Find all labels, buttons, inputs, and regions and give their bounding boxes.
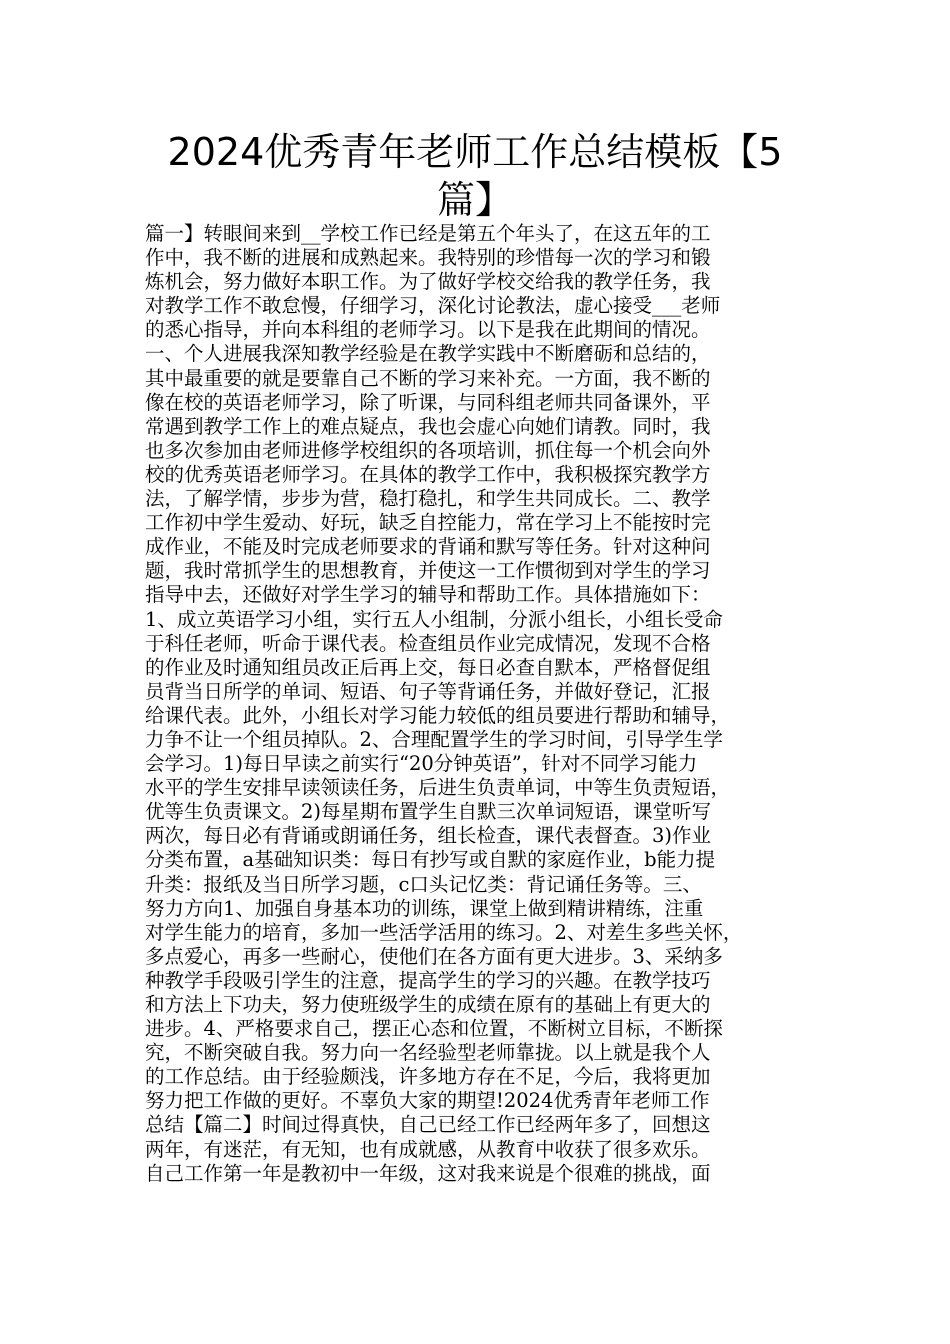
text-line: 究，不断突破自我。努力向一名经验型老师靠拢。以上就是我个人 xyxy=(145,1041,711,1065)
text-line: 升类：报纸及当日所学习题，c口头记忆类：背记诵任务等。三、 xyxy=(145,872,702,896)
text-line: 炼机会，努力做好本职工作。为了做好学校交给我的教学任务，我 xyxy=(145,270,711,294)
text-line: 的工作总结。由于经验颇浅，许多地方存在不足，今后，我将更加 xyxy=(145,1065,711,1089)
title-line: 篇】 xyxy=(436,178,513,222)
text-line: 和方法上下功夫，努力使班级学生的成绩在原有的基础上有更大的 xyxy=(145,993,711,1016)
text-line: 常遇到教学工作上的难点疑点，我也会虚心向她们请教。同时，我 xyxy=(145,414,711,438)
text-line: 一、个人进展我深知教学经验是在教学实践中不断磨砺和总结的， xyxy=(145,342,711,366)
document-title xyxy=(145,128,805,224)
text-line: 指导中去，还做好对学生学习的辅导和帮助工作。具体措施如下： xyxy=(145,583,711,607)
text-line: 员背当日所学的单词、短语、句子等背诵任务，并做好登记，汇报 xyxy=(145,679,711,703)
text-line: 对教学工作不敢怠慢，仔细学习，深化讨论教法，虚心接受___老师 xyxy=(145,294,721,318)
text-line: 对学生能力的培育，多加一些活学活用的练习。2、对差生多些关怀， xyxy=(145,920,743,944)
text-line: 其中最重要的就是要靠自己不断的学习来补充。一方面，我不断的 xyxy=(145,366,711,390)
text-line: 优等生负责课文。2)每星期布置学生自默三次单词短语，课堂听写 xyxy=(145,800,712,824)
text-line: 自己工作第一年是教初中一年级，这对我来说是个很难的挑战，面 xyxy=(145,1161,711,1185)
text-line: 水平的学生安排早读领读任务，后进生负责单词，中等生负责短语， xyxy=(145,776,731,800)
text-line: 工作初中学生爱动、好玩，缺乏自控能力，常在学习上不能按时完 xyxy=(145,511,711,535)
text-line: 也多次参加由老师进修学校组织的各项培训，抓住每一个机会向外 xyxy=(145,438,711,462)
text-line: 多点爱心，再多一些耐心，使他们在各方面有更大进步。3、采纳多 xyxy=(145,944,723,968)
text-line: 两年，有迷茫，有无知，也有成就感，从教育中收获了很多欢乐。 xyxy=(145,1137,711,1161)
text-line: 篇一】转眼间来到__学校工作已经是第五个年头了，在这五年的工 xyxy=(145,222,711,245)
text-line: 法，了解学情，步步为营，稳打稳扎，和学生共同成长。二、教学 xyxy=(145,487,711,511)
text-line: 力争不让一个组员掉队。2、合理配置学生的学习时间，引导学生学 xyxy=(145,727,723,751)
text-line: 题，我时常抓学生的思想教育，并使这一工作惯彻到对学生的学习 xyxy=(145,559,711,583)
document-body xyxy=(145,222,815,1186)
text-line: 于科任老师，听命于课代表。检查组员作业完成情况，发现不合格 xyxy=(145,631,711,655)
text-line: 努力方向1、加强自身基本功的训练，课堂上做到精讲精练，注重 xyxy=(145,896,704,920)
text-line: 1、成立英语学习小组，实行五人小组制，分派小组长，小组长受命 xyxy=(145,607,723,631)
text-line: 的作业及时通知组员改正后再上交，每日必查自默本，严格督促组 xyxy=(145,655,711,679)
title-line: 2024优秀青年老师工作总结模板【5 xyxy=(167,130,783,174)
text-line: 给课代表。此外，小组长对学习能力较低的组员要进行帮助和辅导， xyxy=(145,703,731,727)
text-line: 两次，每日必有背诵或朗诵任务，组长检查，课代表督查。3)作业 xyxy=(145,824,712,848)
text-line: 校的优秀英语老师学习。在具体的教学工作中，我积极探究教学方 xyxy=(145,462,711,486)
text-line: 的悉心指导，并向本科组的老师学习。以下是我在此期间的情况。 xyxy=(145,318,711,342)
text-line: 会学习。1)每日早读之前实行“20分钟英语”，针对不同学习能力 xyxy=(145,752,698,776)
text-line: 进步。4、严格要求自己，摆正心态和位置，不断树立目标，不断探 xyxy=(145,1017,723,1041)
text-line: 像在校的英语老师学习，除了听课，与同科组老师共同备课外，平 xyxy=(145,390,711,414)
text-line: 种教学手段吸引学生的注意，提高学生的学习的兴趣。在教学技巧 xyxy=(145,968,711,992)
text-line: 努力把工作做的更好。不辜负大家的期望!2024优秀青年老师工作 xyxy=(145,1089,710,1113)
text-line: 分类布置，a基础知识类：每日有抄写或自默的家庭作业，b能力提 xyxy=(145,848,716,872)
text-line: 作中，我不断的进展和成熟起来。我特别的珍惜每一次的学习和锻 xyxy=(145,246,711,270)
text-line: 成作业，不能及时完成老师要求的背诵和默写等任务。针对这种问 xyxy=(145,535,711,559)
text-line: 总结【篇二】时间过得真快，自己已经工作已经两年多了，回想这 xyxy=(145,1113,711,1137)
